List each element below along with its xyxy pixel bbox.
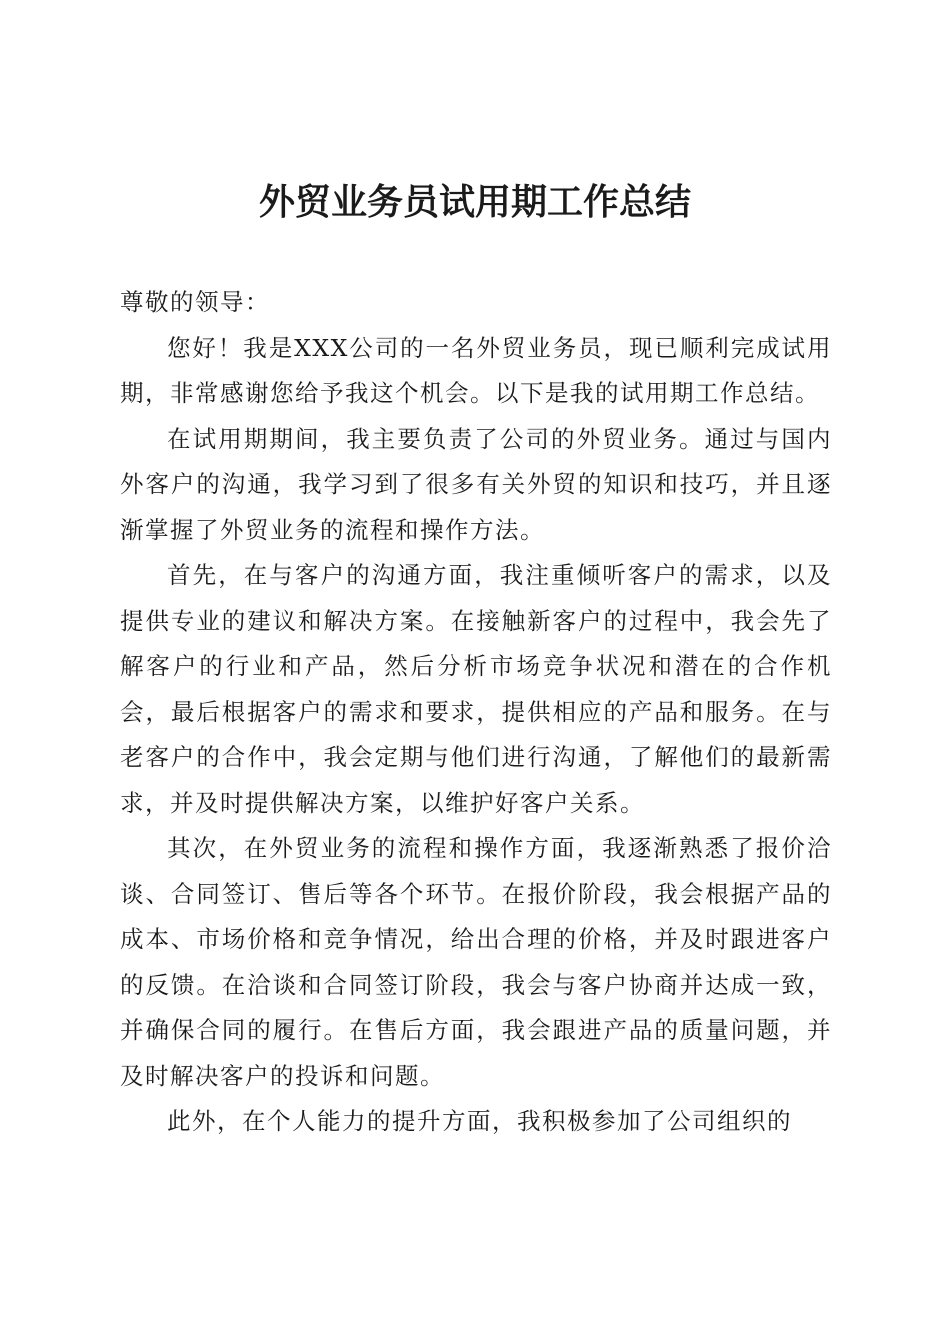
paragraph-overview: 在试用期期间，我主要负责了公司的外贸业务。通过与国内外客户的沟通，我学习到了很多有关外贸的知识和技巧，并且逐渐掌握了外贸业务的流程和操作方法。: [120, 424, 832, 544]
paragraph-customer-communication: 首先，在与客户的沟通方面，我注重倾听客户的需求，以及提供专业的建议和解决方案。在接触新客户的过程中，我会先了解客户的行业和产品，然后分析市场竞争状况和潜在的合作机会，最后根据客户的需求和要求，提供相应的产品和服务。在与老客户的合作中，我会定期与他们进行沟通，了解他们的最新需求，并及时提供解决方案，以维护好客户关系。: [120, 561, 832, 817]
salutation: 尊敬的领导：: [120, 288, 270, 316]
paragraph-greeting: 您好！我是XXX公司的一名外贸业务员，现已顺利完成试用期，非常感谢您给予我这个机会。以下是我的试用期工作总结。: [120, 333, 832, 407]
document-title: 外贸业务员试用期工作总结: [258, 181, 691, 223]
paragraph-personal-development: 此外，在个人能力的提升方面，我积极参加了公司组织的: [167, 1107, 792, 1135]
document-body: [120, 280, 832, 1145]
paragraph-business-process: 其次，在外贸业务的流程和操作方面，我逐渐熟悉了报价洽谈、合同签订、售后等各个环节。在报价阶段，我会根据产品的成本、市场价格和竞争情况，给出合理的价格，并及时跟进客户的反馈。在洽谈和合同签订阶段，我会与客户协商并达成一致，并确保合同的履行。在售后方面，我会跟进产品的质量问题，并及时解决客户的投诉和问题。: [120, 834, 832, 1090]
